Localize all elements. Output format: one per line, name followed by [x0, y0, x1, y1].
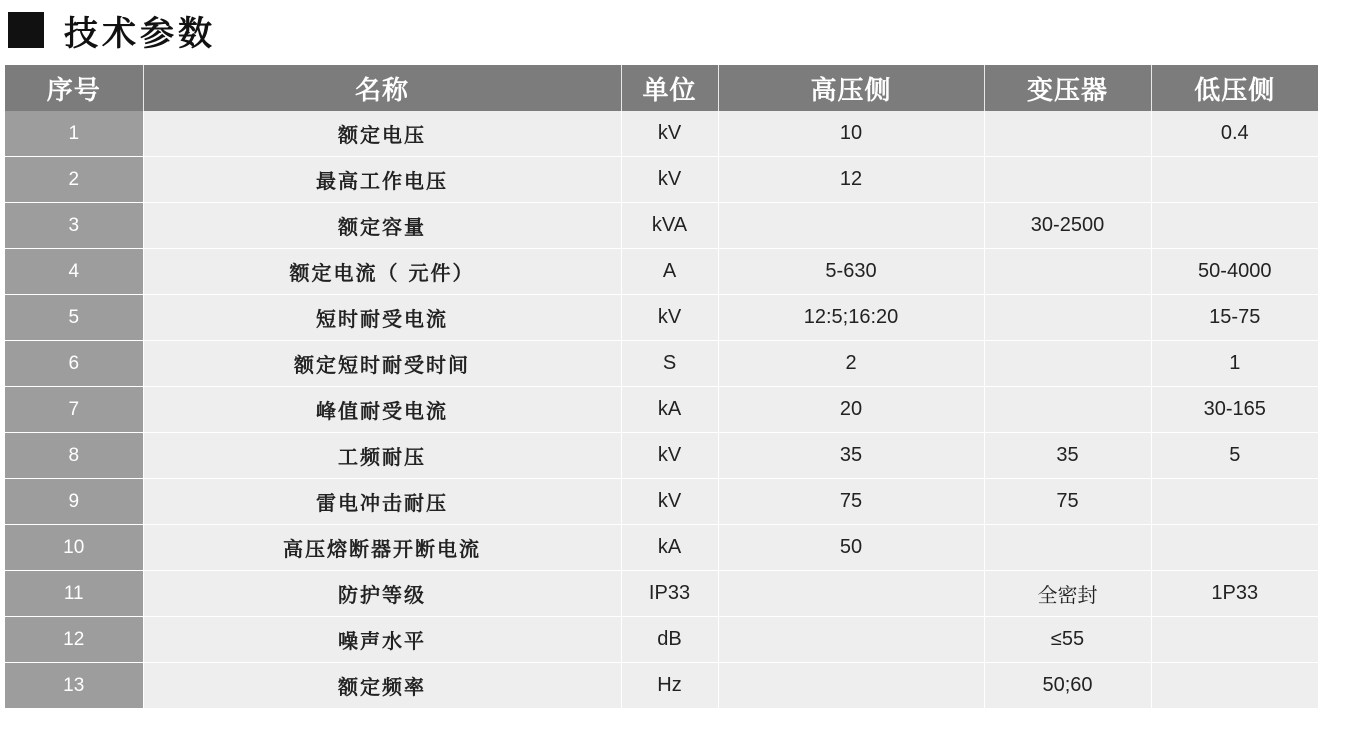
header-transformer: 变压器 — [984, 65, 1151, 111]
row-index: 12 — [5, 617, 143, 663]
row-index: 5 — [5, 295, 143, 341]
table-row — [5, 571, 1318, 617]
row-low-voltage: 0.4 — [1151, 111, 1318, 157]
table-row — [5, 433, 1318, 479]
table-row — [5, 525, 1318, 571]
row-low-voltage — [1151, 617, 1318, 663]
header-low-voltage: 低压侧 — [1151, 65, 1318, 111]
row-transformer: 35 — [984, 433, 1151, 479]
row-index: 3 — [5, 203, 143, 249]
row-name: 防护等级 — [143, 571, 621, 617]
row-low-voltage: 50-4000 — [1151, 249, 1318, 295]
row-low-voltage — [1151, 203, 1318, 249]
row-high-voltage: 10 — [718, 111, 984, 157]
table-row — [5, 341, 1318, 387]
row-low-voltage — [1151, 525, 1318, 571]
row-low-voltage — [1151, 479, 1318, 525]
row-unit: kVA — [621, 203, 718, 249]
row-unit: IP33 — [621, 571, 718, 617]
table-row — [5, 249, 1318, 295]
row-unit: kA — [621, 387, 718, 433]
table-row — [5, 157, 1318, 203]
row-high-voltage: 5-630 — [718, 249, 984, 295]
row-low-voltage — [1151, 157, 1318, 203]
row-transformer — [984, 341, 1151, 387]
row-index: 7 — [5, 387, 143, 433]
row-high-voltage — [718, 203, 984, 249]
row-index: 9 — [5, 479, 143, 525]
table-row — [5, 387, 1318, 433]
row-index: 13 — [5, 663, 143, 709]
row-unit: kV — [621, 479, 718, 525]
table-row — [5, 479, 1318, 525]
row-transformer: 30-2500 — [984, 203, 1151, 249]
row-transformer — [984, 525, 1151, 571]
table-row — [5, 663, 1318, 709]
section-title — [8, 8, 216, 52]
row-high-voltage: 12:5;16:20 — [718, 295, 984, 341]
row-low-voltage: 15-75 — [1151, 295, 1318, 341]
row-index: 10 — [5, 525, 143, 571]
row-unit: kV — [621, 433, 718, 479]
row-unit: S — [621, 341, 718, 387]
row-transformer: 75 — [984, 479, 1151, 525]
row-high-voltage — [718, 617, 984, 663]
row-name: 高压熔断器开断电流 — [143, 525, 621, 571]
row-low-voltage: 5 — [1151, 433, 1318, 479]
row-name: 额定电压 — [143, 111, 621, 157]
spec-table — [5, 65, 1318, 709]
row-transformer — [984, 157, 1151, 203]
table-row — [5, 617, 1318, 663]
row-index: 6 — [5, 341, 143, 387]
table-row — [5, 111, 1318, 157]
header-high-voltage: 高压侧 — [718, 65, 984, 111]
row-high-voltage: 50 — [718, 525, 984, 571]
row-high-voltage: 2 — [718, 341, 984, 387]
header-unit: 单位 — [621, 65, 718, 111]
row-unit: kA — [621, 525, 718, 571]
row-name: 最高工作电压 — [143, 157, 621, 203]
row-name: 峰值耐受电流 — [143, 387, 621, 433]
table-header-row — [5, 65, 1318, 111]
row-unit: dB — [621, 617, 718, 663]
row-index: 1 — [5, 111, 143, 157]
header-name: 名称 — [143, 65, 621, 111]
row-unit: Hz — [621, 663, 718, 709]
row-name: 额定容量 — [143, 203, 621, 249]
row-name: 额定短时耐受时间 — [143, 341, 621, 387]
header-index: 序号 — [5, 65, 143, 111]
row-index: 2 — [5, 157, 143, 203]
row-name: 额定电流（ 元件） — [143, 249, 621, 295]
row-low-voltage: 1 — [1151, 341, 1318, 387]
row-unit: kV — [621, 295, 718, 341]
row-transformer — [984, 387, 1151, 433]
row-transformer — [984, 249, 1151, 295]
row-high-voltage: 20 — [718, 387, 984, 433]
section-title-text: 技术参数 — [64, 13, 216, 54]
row-transformer: ≤55 — [984, 617, 1151, 663]
row-low-voltage: 30-165 — [1151, 387, 1318, 433]
row-name: 噪声水平 — [143, 617, 621, 663]
row-name: 雷电冲击耐压 — [143, 479, 621, 525]
row-low-voltage: 1P33 — [1151, 571, 1318, 617]
row-unit: kV — [621, 157, 718, 203]
row-name: 额定频率 — [143, 663, 621, 709]
row-transformer — [984, 111, 1151, 157]
row-index: 11 — [5, 571, 143, 617]
row-name: 工频耐压 — [143, 433, 621, 479]
row-high-voltage: 12 — [718, 157, 984, 203]
row-unit: kV — [621, 111, 718, 157]
row-name: 短时耐受电流 — [143, 295, 621, 341]
row-index: 4 — [5, 249, 143, 295]
row-high-voltage — [718, 571, 984, 617]
row-unit: A — [621, 249, 718, 295]
row-transformer: 全密封 — [984, 571, 1151, 617]
row-index: 8 — [5, 433, 143, 479]
row-transformer: 50;60 — [984, 663, 1151, 709]
table-row — [5, 203, 1318, 249]
row-transformer — [984, 295, 1151, 341]
row-high-voltage — [718, 663, 984, 709]
square-bullet-icon — [8, 12, 44, 48]
row-low-voltage — [1151, 663, 1318, 709]
table-row — [5, 295, 1318, 341]
row-high-voltage: 35 — [718, 433, 984, 479]
row-high-voltage: 75 — [718, 479, 984, 525]
